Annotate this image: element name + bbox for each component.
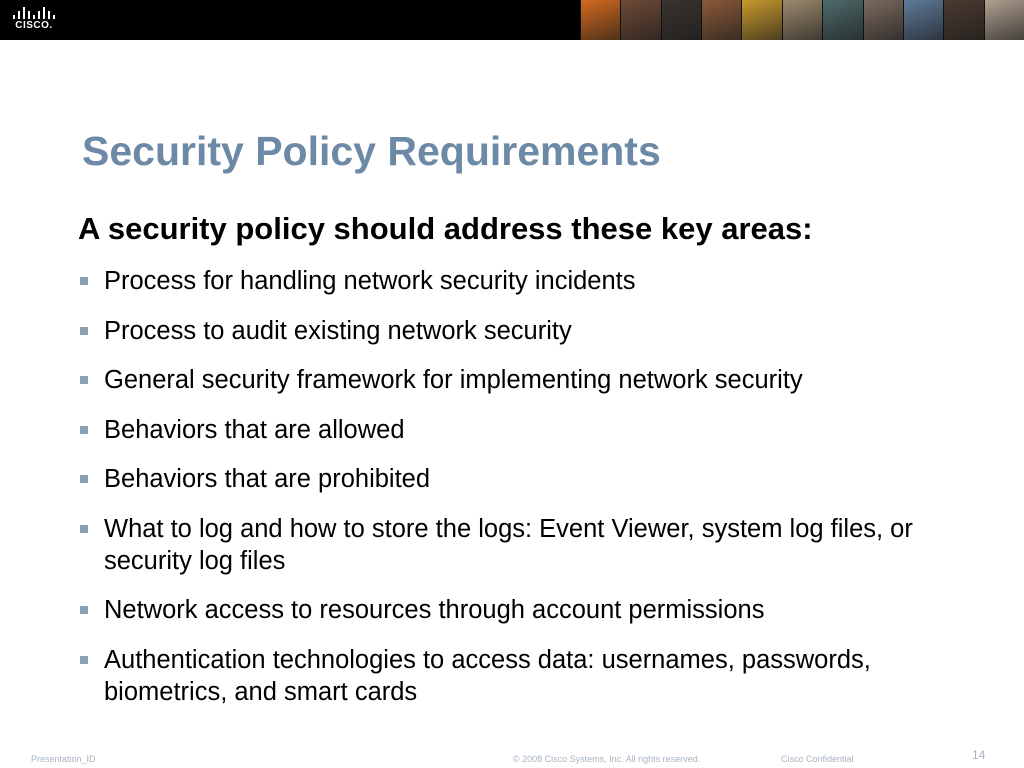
bullet-text: Behaviors that are allowed xyxy=(104,415,405,444)
bullet-item xyxy=(78,315,938,347)
page-number: 14 xyxy=(972,748,986,762)
bullet-text: General security framework for implementing network security xyxy=(104,366,803,394)
bullet-text: Behaviors that are prohibited xyxy=(104,465,431,493)
bullet-square-icon xyxy=(80,475,88,483)
bullet-text: Process to audit existing network security xyxy=(104,316,572,345)
bullet-item xyxy=(78,265,938,297)
bullet-list xyxy=(78,265,938,725)
bullet-square-icon xyxy=(80,656,88,664)
photo-person-3 xyxy=(701,0,741,40)
photo-abstract-blue xyxy=(903,0,943,40)
bullet-text: Network access to resources through account permissions xyxy=(104,596,765,624)
bullet-item xyxy=(78,414,938,446)
footer-presentation-id: Presentation_ID xyxy=(31,754,96,764)
photo-person-1 xyxy=(620,0,660,40)
cisco-logo xyxy=(10,6,58,34)
bullet-text: Process for handling network security incidents xyxy=(104,267,636,295)
bullet-square-icon xyxy=(80,376,88,384)
bullet-item xyxy=(78,644,938,708)
bullet-square-icon xyxy=(80,277,88,285)
photo-abstract-teal xyxy=(822,0,862,40)
bullet-item xyxy=(78,364,938,396)
bullet-text: What to log and how to store the logs: Event Viewer, system log files, or security log files xyxy=(104,514,913,575)
slide-title: Security Policy Requirements xyxy=(82,128,661,174)
photo-person-6 xyxy=(943,0,983,40)
photo-person-5 xyxy=(863,0,903,40)
slide-subtitle: A security policy should address these key areas: xyxy=(78,211,813,246)
footer-confidential: Cisco Confidential xyxy=(781,754,854,764)
photo-abstract-gold xyxy=(741,0,781,40)
bullet-square-icon xyxy=(80,426,88,434)
bullet-item xyxy=(78,463,938,495)
photo-person-2 xyxy=(661,0,701,40)
cisco-bars-icon xyxy=(12,6,56,20)
footer-copyright: © 2008 Cisco Systems, Inc. All rights reserved. xyxy=(513,754,701,764)
header-banner xyxy=(0,0,1024,40)
bullet-item xyxy=(78,594,938,626)
bullet-square-icon xyxy=(80,525,88,533)
bullet-text: Authentication technologies to access data: usernames, passwords, biometrics, and smart cards xyxy=(104,645,871,706)
photo-person-4 xyxy=(782,0,822,40)
bullet-square-icon xyxy=(80,606,88,614)
photo-strip xyxy=(580,0,1024,40)
bullet-square-icon xyxy=(80,327,88,335)
logo-text: CISCO. xyxy=(15,20,53,31)
photo-person-7 xyxy=(984,0,1024,40)
photo-abstract-orange xyxy=(580,0,620,40)
bullet-item xyxy=(78,513,938,577)
